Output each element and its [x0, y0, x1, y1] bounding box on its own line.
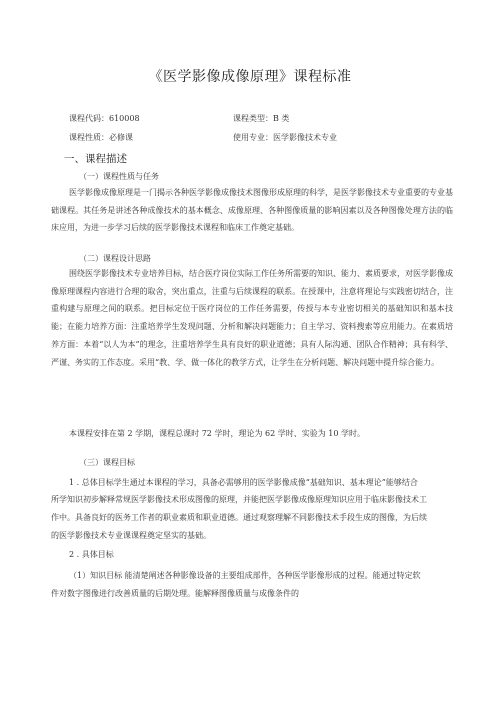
document-title: 《医学影像成像原理》课程标准	[148, 69, 352, 85]
subsection-heading-nature: （一）课程性质与任务	[79, 172, 159, 181]
course-code: 课程代码：610008	[69, 114, 140, 123]
section-heading-course-description: 一、课程描述	[64, 153, 127, 165]
subsection-heading-design: （二）课程设计思路	[79, 254, 151, 263]
applicable-major: 使用专业：医学影像技术专业	[233, 133, 337, 142]
subsection-heading-goals: （三）课程目标	[79, 458, 135, 467]
goal1-line: 所学知识初步解释常规医学影像技术形成图像的原理，并能把医学影像成像原理知识应用于临床影像技术工	[51, 495, 427, 504]
goal1-line: 作中。具备良好的医务工作者的职业素质和职业道德。通过观察理解不同影像技术手段生成的图像，为后续	[51, 513, 427, 522]
paragraph-schedule: 本课程安排在第 2 学期，课程总课时 72 学时，理论为 62 学时、实验为 10 学时。	[69, 429, 365, 438]
goal2-label: 2 . 具体目标	[69, 550, 114, 559]
goal1-line: 的医学影像技术专业课课程奠定坚实的基础。	[51, 531, 211, 540]
course-nature: 课程性质：必修课	[69, 133, 133, 142]
goal2-line: 件对数字图像进行改善质量的后期处理。能解释图像质量与成像条件的	[51, 589, 299, 598]
paragraph-nature: 医学影像成像原理是一门揭示各种医学影像成像技术图像形成原理的科学，是医学影像技术专业重要的专业基础课程。其任务是讲述各种成像技术的基本概念、成像原理、各种图像质量的影响因素以及各种图像处理方法的临床应用，为进一步学习后续的医学影像技术课程和临床工作奠定基础。	[51, 188, 453, 233]
goal2-line: （1）知识目标 能清楚阐述各种影像设备的主要组成部件，各种医学影像形成的过程。能通过特定软	[69, 571, 421, 580]
goal1-line: 1 . 总体目标学生通过本课程的学习，具备必需够用的医学影像成像“基础知识、基本理论”能够结合	[69, 478, 418, 487]
paragraph-design: 围绕医学影像技术专业培养目标，结合医疗岗位实际工作任务所需要的知识、能力、素质要求，对医学影像成像原理课程内容进行合理的取舍，突出重点，注重与后续课程的联系。在授课中，注意将理论与实践密切结合，注重构建与原理之间的联系。把目标定位于医疗岗位的工作任务需要，传授与本专业密切相关的基础知识和基本技能；在能力培养方面：注重培养学生发现问题、分析和解决问题能力；自主学习、资料搜索等应用能力。在素质培养方面：本着“以人为本”的理念，注重培养学生具有良好的职业道德；具有人际沟通、团队合作精神；具有科学、严谨、务实的工作态度。采用“教、学、做一体化的教学方式，让学生在分析问题、解决问题中提升综合能力。	[51, 269, 453, 367]
course-type: 课程类型：B 类	[233, 114, 290, 123]
